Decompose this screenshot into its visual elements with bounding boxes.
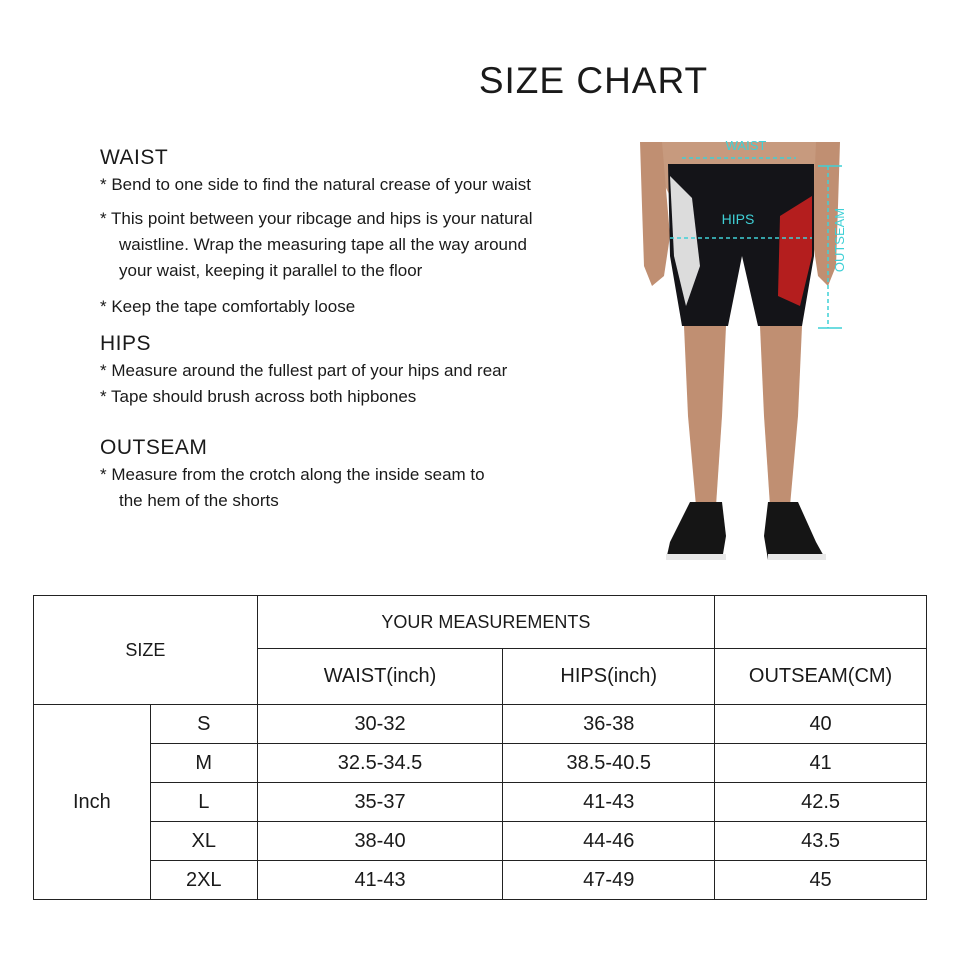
waist-heading: WAIST (100, 146, 169, 169)
outseam-cell: 42.5 (715, 783, 927, 822)
hips-cell: 41-43 (503, 783, 715, 822)
hips-cell: 47-49 (503, 861, 715, 900)
measuring-guide (100, 144, 620, 514)
size-cell: M (150, 744, 257, 783)
table-row (34, 705, 927, 744)
waist-tip-3: * Keep the tape comfortably loose (100, 297, 356, 316)
waist-cell: 38-40 (257, 822, 503, 861)
measurements-group-header: YOUR MEASUREMENTS (257, 596, 714, 649)
table-row (34, 783, 927, 822)
table-row (34, 822, 927, 861)
hips-cell: 38.5-40.5 (503, 744, 715, 783)
table-row (34, 861, 927, 900)
figure-waist-label: WAIST (725, 138, 767, 153)
outseam-cell: 43.5 (715, 822, 927, 861)
figure-hips-label: HIPS (721, 211, 755, 227)
right-shoe (764, 502, 826, 560)
waist-tip-2-line-1: * This point between your ribcage and hips is your natural (100, 209, 533, 228)
page-title: SIZE CHART (478, 60, 709, 101)
outseam-heading: OUTSEAM (100, 436, 208, 459)
left-leg (684, 326, 726, 506)
outseam-tip-line-1: * Measure from the crotch along the inside seam to (100, 465, 485, 484)
waist-tip-1: * Bend to one side to find the natural crease of your waist (100, 175, 531, 194)
figure-outseam-label: OUTSEAM (832, 207, 847, 273)
outseam-cell: 41 (715, 744, 927, 783)
empty-header-cell (715, 596, 927, 649)
hips-cell: 44-46 (503, 822, 715, 861)
model-figure (630, 136, 850, 576)
waist-cell: 41-43 (257, 861, 503, 900)
left-shoe-sole (666, 554, 726, 560)
column-header-outseam: OUTSEAM(CM) (715, 649, 927, 705)
waist-cell: 35-37 (257, 783, 503, 822)
waist-cell: 32.5-34.5 (257, 744, 503, 783)
column-header-hips: HIPS(inch) (503, 649, 715, 705)
unit-label: Inch (34, 705, 151, 900)
size-cell: L (150, 783, 257, 822)
outseam-tip-line-2: the hem of the shorts (119, 491, 279, 510)
size-cell: 2XL (150, 861, 257, 900)
column-header-waist: WAIST(inch) (257, 649, 503, 705)
table-row (34, 744, 927, 783)
waist-tip-2-line-2: waistline. Wrap the measuring tape all the way around (119, 235, 527, 254)
left-shoe (666, 502, 726, 560)
hips-tip-2: * Tape should brush across both hipbones (100, 387, 417, 406)
hips-tip-1: * Measure around the fullest part of your hips and rear (100, 361, 508, 380)
right-leg (760, 326, 802, 506)
outseam-cell: 40 (715, 705, 927, 744)
hips-cell: 36-38 (503, 705, 715, 744)
waist-cell: 30-32 (257, 705, 503, 744)
size-cell: S (150, 705, 257, 744)
size-cell: XL (150, 822, 257, 861)
hips-heading: HIPS (100, 332, 152, 355)
outseam-cell: 45 (715, 861, 927, 900)
size-header: SIZE (34, 596, 258, 705)
size-table (33, 595, 927, 900)
right-shoe-sole (768, 554, 826, 560)
waist-tip-2-line-3: your waist, keeping it parallel to the floor (119, 261, 423, 280)
